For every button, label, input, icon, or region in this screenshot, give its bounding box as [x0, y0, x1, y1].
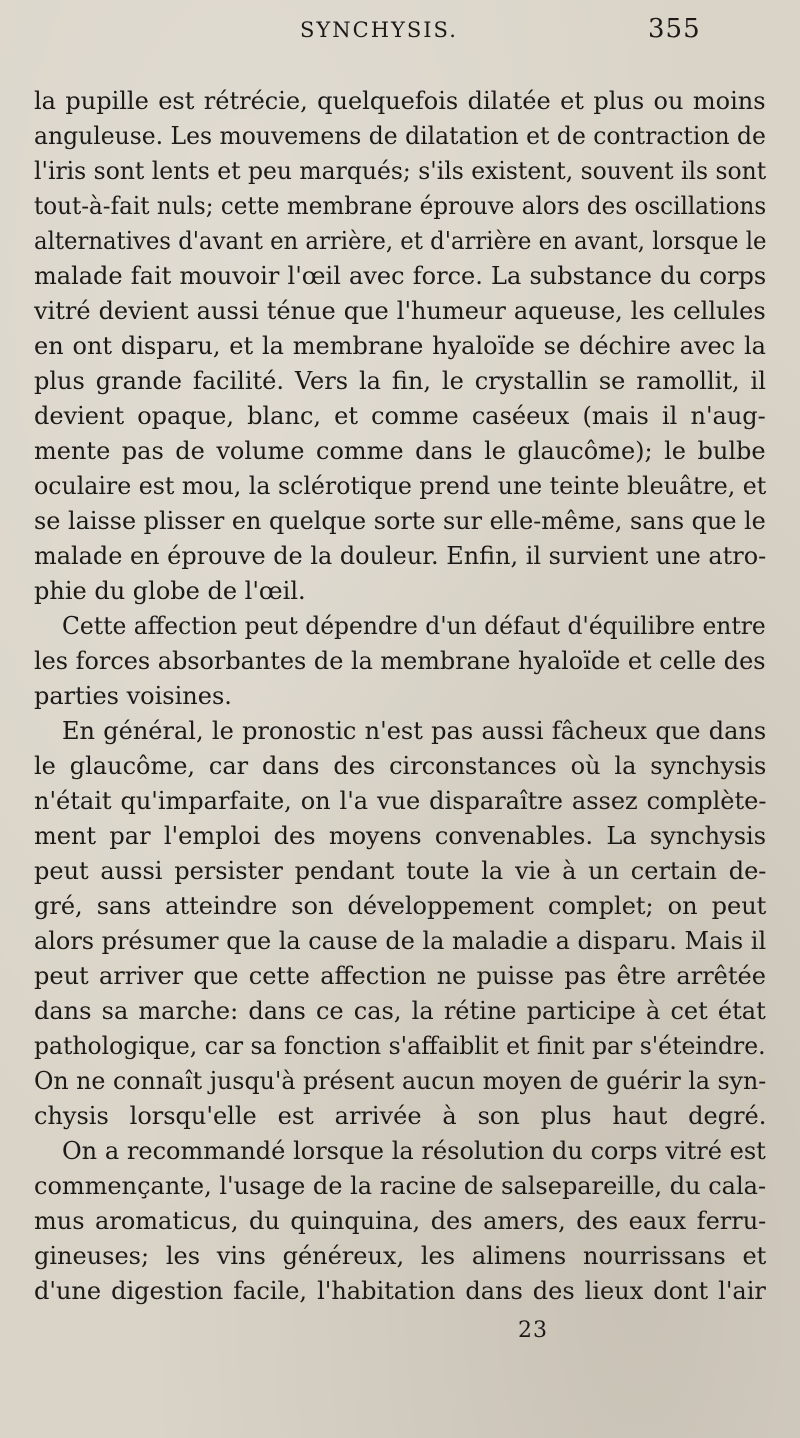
text-line: chysis lorsqu'elle est arrivée à son plus haut degré. — [34, 1102, 767, 1130]
text-line: peut aussi persister pendant toute la vie à un certain de- — [34, 857, 767, 885]
text-line: ment par l'emploi des moyens convenables. La synchysis — [34, 822, 767, 850]
text-line: alors présumer que la cause de la maladie a disparu. Mais il — [34, 927, 767, 955]
text-line: parties voisines. — [34, 682, 232, 710]
text-line: en ont disparu, et la membrane hyaloïde se déchire avec la — [34, 332, 766, 360]
text-line: commençante, l'usage de la racine de salsepareille, du cala- — [34, 1172, 767, 1200]
text-line: les forces absorbantes de la membrane hyaloïde et celle des — [34, 647, 766, 675]
text-line: dans sa marche: dans ce cas, la rétine participe à cet état — [34, 997, 766, 1025]
running-title: SYNCHYSIS. — [300, 18, 458, 42]
text-line: peut arriver que cette affection ne puisse pas être arrêtée — [34, 962, 766, 990]
text-line: tout-à-fait nuls; cette membrane éprouve alors des oscillations — [34, 192, 767, 220]
text-line: malade fait mouvoir l'œil avec force. La substance du corps — [34, 262, 767, 290]
text-line: vitré devient aussi ténue que l'humeur aqueuse, les cellules — [34, 297, 766, 325]
text-line: n'était qu'imparfaite, on l'a vue disparaître assez complète- — [34, 787, 767, 815]
text-line: anguleuse. Les mouvemens de dilatation et de contraction de — [34, 122, 766, 150]
text-line: gré, sans atteindre son développement complet; on peut — [34, 892, 767, 920]
text-line: pathologique, car sa fonction s'affaiblit et finit par s'éteindre. — [34, 1032, 766, 1060]
text-line: la pupille est rétrécie, quelquefois dilatée et plus ou moins — [34, 87, 766, 115]
text-line: mus aromaticus, du quinquina, des amers, des eaux ferru- — [34, 1207, 767, 1235]
text-line: mente pas de volume comme dans le glaucôme); le bulbe — [34, 437, 766, 465]
text-line: phie du globe de l'œil. — [34, 577, 306, 605]
text-line: l'iris sont lents et peu marqués; s'ils existent, souvent ils sont — [34, 157, 767, 185]
text-line: le glaucôme, car dans des circonstances où la synchysis — [34, 752, 767, 780]
signature-mark: 23 — [518, 1318, 548, 1343]
text-line: malade en éprouve de la douleur. Enfin, il survient une atro- — [34, 542, 767, 570]
text-line: En général, le pronostic n'est pas aussi fâcheux que dans — [62, 717, 767, 745]
text-line: devient opaque, blanc, et comme caséeux (mais il n'aug- — [34, 402, 766, 430]
text-line: se laisse plisser en quelque sorte sur elle-même, sans que le — [34, 507, 766, 535]
text-line: On a recommandé lorsque la résolution du corps vitré est — [62, 1137, 766, 1165]
text-line: Cette affection peut dépendre d'un défaut d'équilibre entre — [62, 612, 766, 640]
text-line: oculaire est mou, la sclérotique prend une teinte bleuâtre, et — [34, 472, 767, 500]
text-line: alternatives d'avant en arrière, et d'arrière en avant, lorsque le — [34, 227, 767, 255]
page-number: 355 — [648, 14, 701, 44]
text-line: gineuses; les vins généreux, les alimens nourrissans et — [34, 1242, 767, 1270]
text-line: On ne connaît jusqu'à présent aucun moyen de guérir la syn- — [34, 1067, 767, 1095]
text-line: plus grande facilité. Vers la fin, le crystallin se ramollit, il — [34, 367, 766, 395]
text-line: d'une digestion facile, l'habitation dans des lieux dont l'air — [34, 1277, 766, 1305]
